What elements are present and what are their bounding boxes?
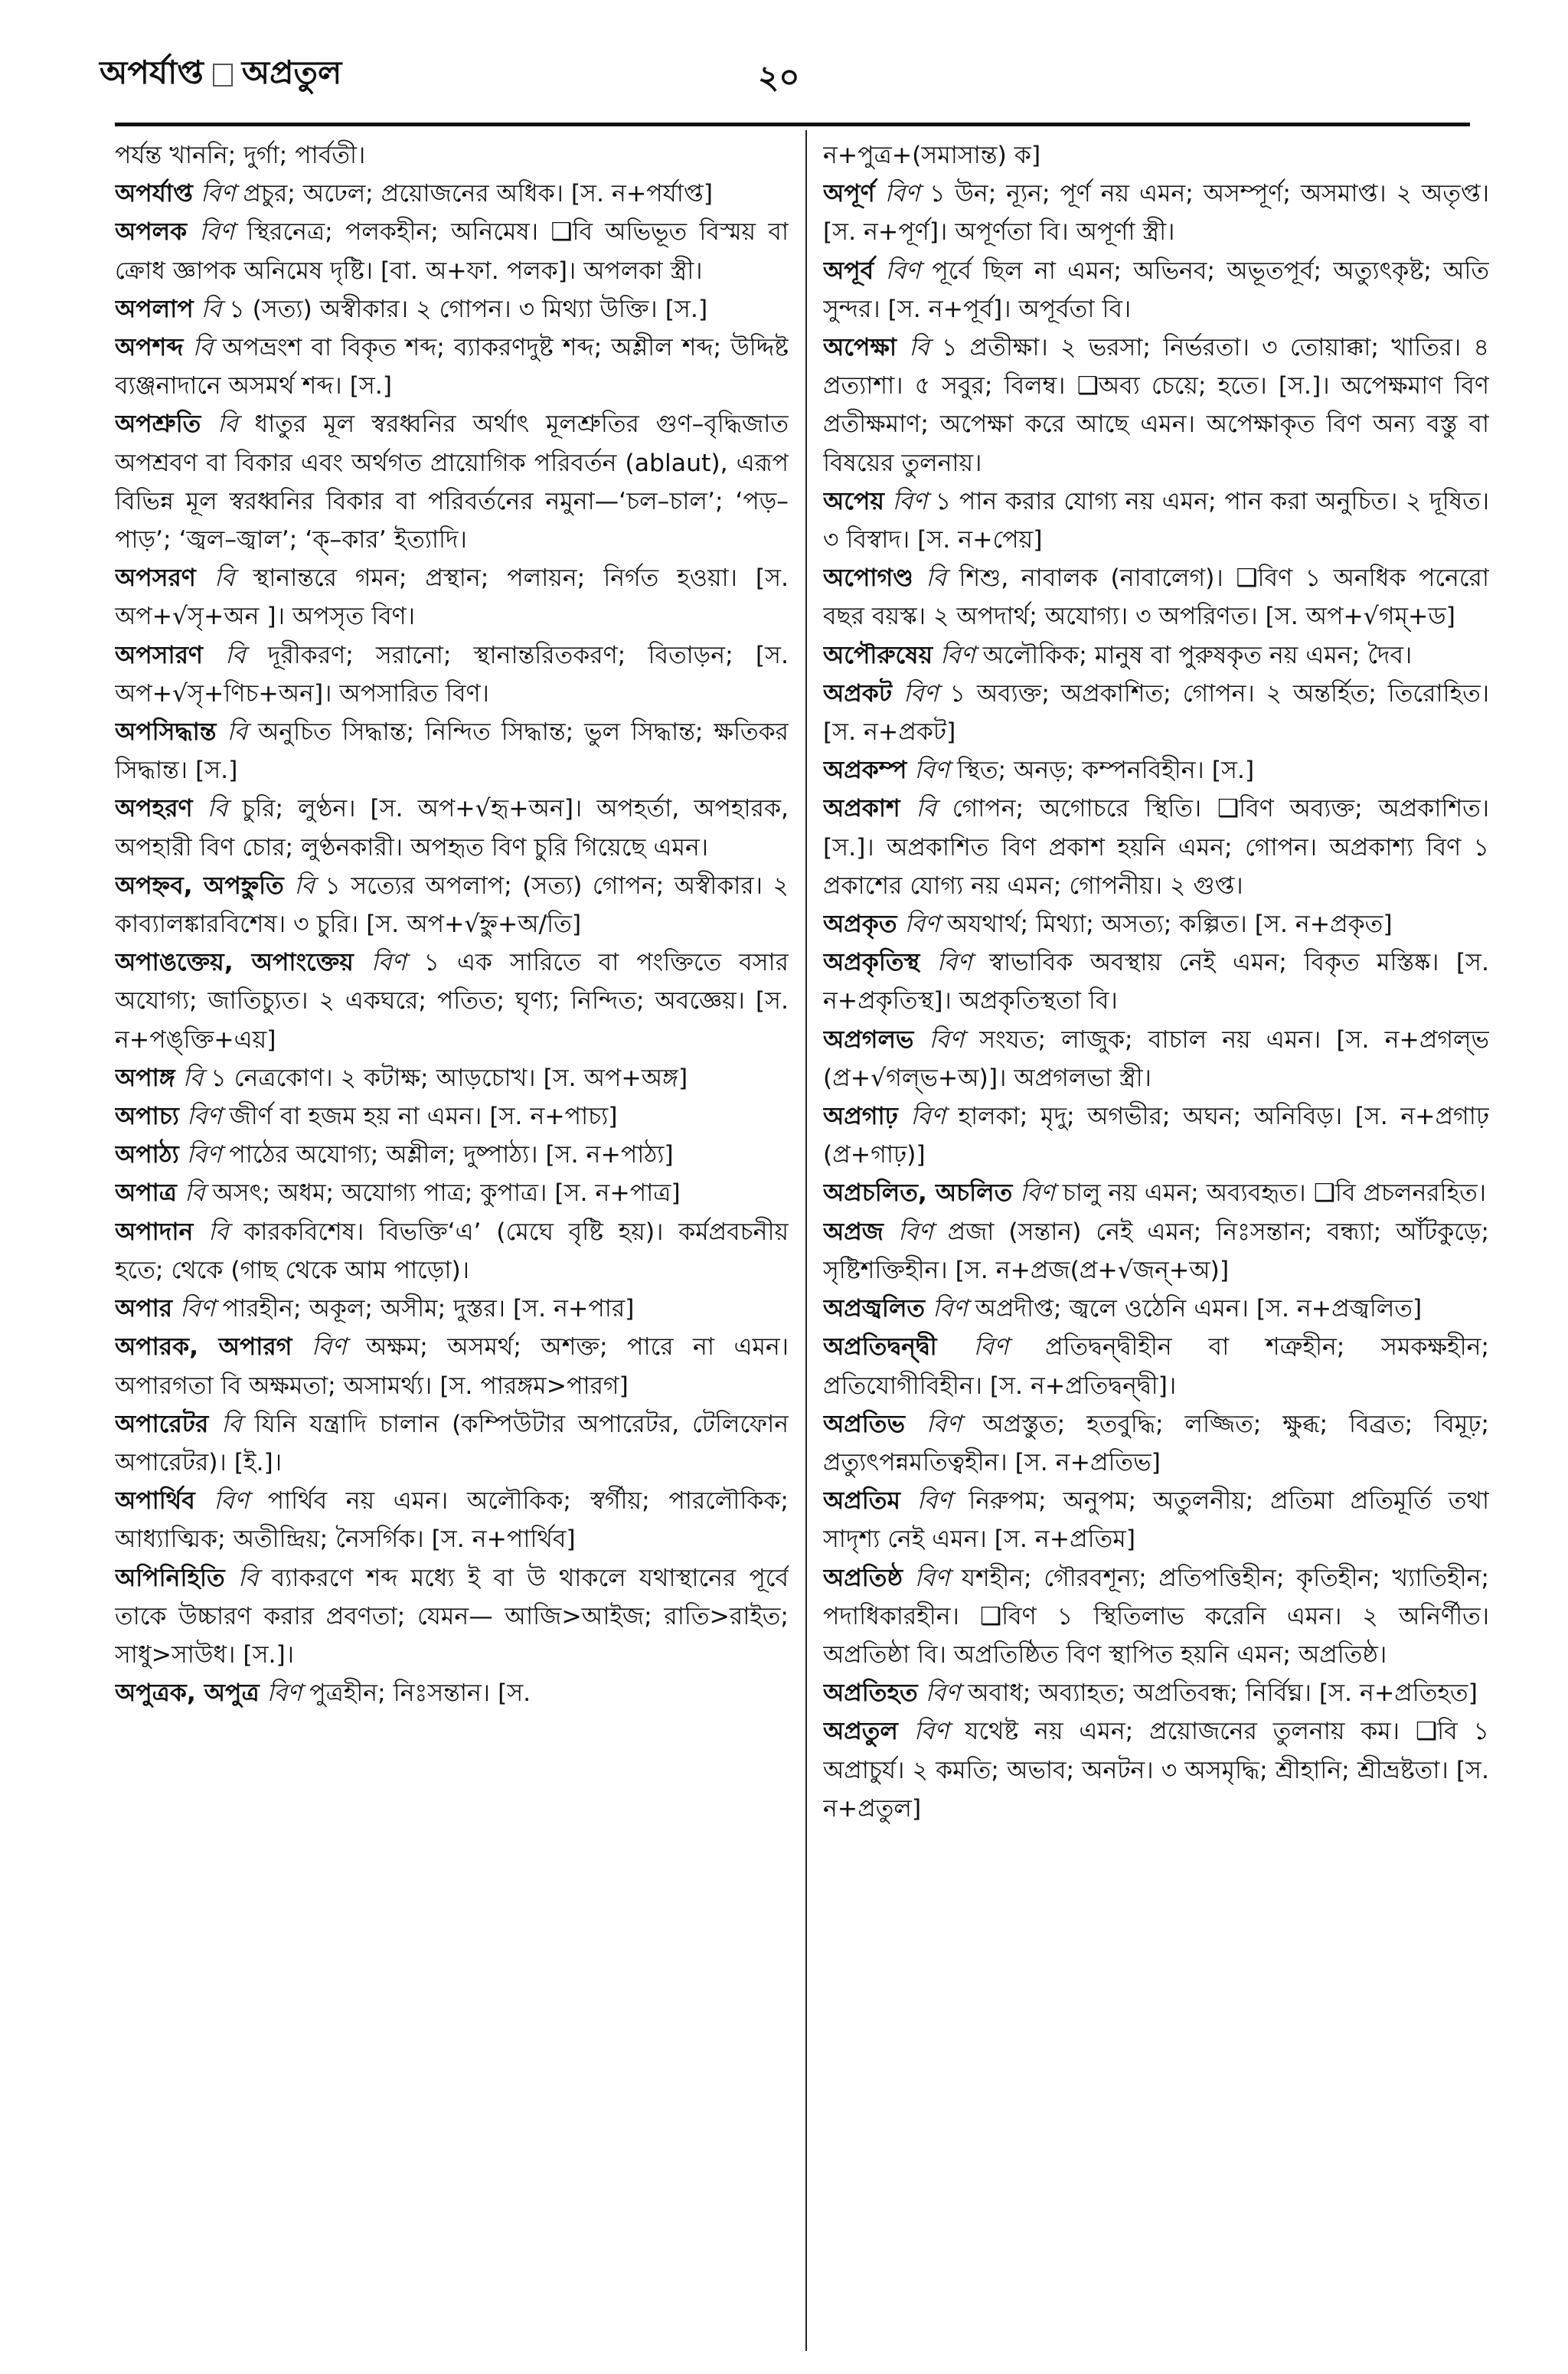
entry-definition: হালকা; মৃদু; অগভীর; অঘন; অনিবিড়। [স. ন+প্রগাঢ় (প্র+গাঢ়)] bbox=[823, 1103, 1489, 1169]
entry-part-of-speech: বিণ bbox=[199, 218, 235, 247]
entry-definition: অসৎ; অধম; অযোগ্য পাত্র; কুপাত্র। [স. ন+পাত্র] bbox=[212, 1179, 681, 1208]
dictionary-entry bbox=[115, 1290, 789, 1328]
entry-headword: অপুত্রক, অপুত্র bbox=[115, 1679, 260, 1708]
page-number: ২০ bbox=[758, 58, 800, 96]
dictionary-entry bbox=[823, 482, 1489, 559]
entry-headword: অপ্রজ্বলিত bbox=[823, 1295, 926, 1323]
left-column bbox=[115, 136, 789, 2353]
entry-definition: চালু নয় এমন; অব্যবহৃত। ❑বি প্রচলনরহিত। bbox=[1062, 1179, 1487, 1208]
entry-part-of-speech: বিণ bbox=[936, 949, 972, 977]
entry-headword: অপ্রতুল bbox=[823, 1718, 898, 1746]
dictionary-entry bbox=[823, 1213, 1489, 1290]
dictionary-entry bbox=[115, 1136, 789, 1174]
dictionary-entry bbox=[115, 1674, 789, 1712]
entry-headword: অপর্যাপ্ত bbox=[115, 180, 193, 208]
entry-part-of-speech: বিণ bbox=[925, 1679, 961, 1708]
dictionary-entry bbox=[115, 559, 789, 636]
guide-separator-box-icon bbox=[213, 64, 233, 87]
dictionary-entry bbox=[115, 1405, 789, 1482]
entry-part-of-speech: বিণ bbox=[186, 1141, 222, 1169]
dictionary-entry bbox=[115, 790, 789, 866]
entry-headword: অপ্রগলভ bbox=[823, 1025, 914, 1054]
entry-definition: যথেষ্ট নয় এমন; প্রয়োজনের তুলনায় কম। ❑বি ১ অপ্রাচুর্য। ২ কমতি; অভাব; অনটন। ৩ অসমৃদ্ধি; শ্রীহানি; শ্রীভ্রষ্টতা। [স. ন+প্রতুল] bbox=[823, 1718, 1489, 1823]
entry-headword: অপহরণ bbox=[115, 795, 193, 823]
entry-part-of-speech: বিণ bbox=[916, 1487, 952, 1516]
entry-part-of-speech: বিণ bbox=[933, 1295, 968, 1323]
dictionary-entry bbox=[115, 1328, 789, 1404]
entry-headword: অপশ্রুতি bbox=[115, 410, 201, 439]
entry-definition: প্রজা (সন্তান) নেই এমন; নিঃসন্তান; বন্ধ্যা; আঁটকুড়ে; সৃষ্টিশক্তিহীন। [স. ন+প্রজ(প্র+√জন্‌+অ)] bbox=[823, 1218, 1489, 1284]
entry-definition: ১ অব্যক্ত; অপ্রকাশিত; গোপন। ২ অন্তর্হিত; তিরোহিত। [স. ন+প্রকট] bbox=[823, 679, 1489, 747]
entry-definition: শিশু, নাবালক (নাবালেগ)। ❑বিণ ১ অনধিক পনেরো বছর বয়স্ক। ২ অপদার্থ; অযোগ্য। ৩ অপরিণত। [স. অপ+√গম্+ড] bbox=[823, 564, 1489, 631]
entry-headword: অপ্রতিহত bbox=[823, 1679, 918, 1708]
dictionary-entry bbox=[823, 790, 1489, 905]
entry-headword: অপ্রচলিত, অচলিত bbox=[823, 1179, 1013, 1208]
entry-headword: অপার bbox=[115, 1295, 173, 1323]
dictionary-entry bbox=[823, 1405, 1489, 1482]
entry-definition: অপ্রস্তুত; হতবুদ্ধি; লজ্জিত; ক্ষুব্ধ; বিব্রত; বিমূঢ়; প্রত্যুৎপন্নমতিত্বহীন। [স. ন+প্রতিভ] bbox=[823, 1410, 1489, 1476]
entry-definition: অলৌকিক; মানুষ বা পুরুষকৃত নয় এমন; দৈব। bbox=[982, 641, 1413, 669]
dictionary-entry bbox=[823, 1712, 1489, 1828]
entry-definition: ১ পান করার যোগ্য নয় এমন; পান করা অনুচিত। ২ দূষিত। ৩ বিস্বাদ। [স. ন+পেয়] bbox=[823, 487, 1489, 554]
entry-definition: ধাতুর মূল স্বরধ্বনির অর্থাৎ মূলশ্রুতির গুণ–বৃদ্ধিজাত অপশ্রবণ বা বিকার এবং অর্থগত প্রায়োগিক পরিবর্তন (ablaut), এরূপ বিভিন্ন মূল স্বরধ্বনির বিকার বা পরিবর্তনের নমুনা—‘চল–চাল’; ‘পড়–পাড়’; ‘জ্বল–জ্বাল’; ‘ক্–কার’ ইত্যাদি। bbox=[115, 410, 789, 554]
entry-headword: অপূর্ণ bbox=[823, 180, 875, 208]
entry-definition: যশহীন; গৌরবশূন্য; প্রতিপত্তিহীন; কৃতিহীন; খ্যাতিহীন; পদাধিকারহীন। ❑বিণ ১ স্থিতিলাভ করেনি এমন। ২ অনির্ণীত। অপ্রতিষ্ঠা বি। অপ্রতিষ্ঠিত বিণ স্থাপিত হয়নি এমন; অপ্রতিষ্ঠ। bbox=[823, 1564, 1489, 1669]
entry-part-of-speech: বিণ bbox=[903, 679, 939, 708]
dictionary-entry bbox=[823, 1559, 1489, 1675]
entry-part-of-speech: বিণ bbox=[914, 757, 949, 785]
dictionary-entry bbox=[823, 175, 1489, 251]
dictionary-entry bbox=[823, 1482, 1489, 1558]
entry-definition: অক্ষম; অসমর্থ; অশক্ত; পারে না এমন। অপারগতা বি অক্ষমতা; অসামর্থ্য। [স. পারঙ্গম>পারগ] bbox=[115, 1333, 789, 1400]
entry-definition: পর্যন্ত খাননি; দুর্গা; পার্বতী। bbox=[115, 142, 366, 169]
dictionary-entry bbox=[823, 1021, 1489, 1097]
entry-definition: নিরুপম; অনুপম; অতুলনীয়; প্রতিমা প্রতিমূর্তি তথা সাদৃশ্য নেই এমন। [স. ন+প্রতিম] bbox=[823, 1487, 1489, 1554]
dictionary-entry bbox=[115, 136, 789, 175]
entry-part-of-speech: বি bbox=[294, 871, 315, 900]
entry-part-of-speech: বিণ bbox=[892, 487, 928, 515]
entry-definition: ১ প্রতীক্ষা। ২ ভরসা; নির্ভরতা। ৩ তোয়াক্কা; খাতির। ৪ প্রত্যাশা। ৫ সবুর; বিলম্ব। ❑অব্য চেয়ে; হতে। [স.]। অপেক্ষমাণ বিণ প্রতীক্ষমাণ; অপেক্ষা করে আছে এমন। অপেক্ষাকৃত বিণ অন্য বস্তু বা বিষয়ের তুলনায়। bbox=[823, 334, 1489, 477]
dictionary-entry bbox=[115, 867, 789, 943]
dictionary-entry bbox=[115, 636, 789, 713]
entry-headword: অপ্রতিভ bbox=[823, 1410, 905, 1438]
entry-part-of-speech: বিণ bbox=[266, 1679, 302, 1708]
header-rule bbox=[115, 123, 1470, 126]
entry-headword: অপ্রজ bbox=[823, 1218, 884, 1246]
dictionary-entry bbox=[823, 751, 1489, 790]
dictionary-entry bbox=[115, 1097, 789, 1136]
entry-definition: পার্থিব নয় এমন। অলৌকিক; স্বর্গীয়; পারলৌকিক; আধ্যাত্মিক; অতীন্দ্রিয়; নৈসর্গিক। [স. ন+পার্থিব] bbox=[115, 1487, 789, 1554]
entry-headword: অপাদান bbox=[115, 1218, 194, 1246]
entry-headword: অপাঙক্তেয়, অপাংক্তেয় bbox=[115, 949, 354, 977]
entry-definition: অবাধ; অব্যাহত; অপ্রতিবন্ধ; নির্বিঘ্ন। [স. ন+প্রতিহত] bbox=[968, 1679, 1478, 1708]
entry-headword: অপেয় bbox=[823, 487, 884, 515]
dictionary-entry bbox=[823, 675, 1489, 751]
dictionary-entry bbox=[115, 713, 789, 790]
entry-part-of-speech: বি bbox=[217, 410, 238, 439]
entry-headword: অপলক bbox=[115, 218, 188, 247]
entry-definition: পারহীন; অকূল; অসীম; দুস্তর। [স. ন+পার] bbox=[222, 1295, 635, 1323]
dictionary-entry bbox=[823, 136, 1489, 175]
entry-definition: অপভ্রংশ বা বিকৃত শব্দ; ব্যাকরণদুষ্ট শব্দ; অশ্লীল শব্দ; উদ্দিষ্ট ব্যঞ্জনাদানে অসমর্থ শব্দ। [স.] bbox=[115, 334, 789, 401]
entry-part-of-speech: বি bbox=[221, 1410, 242, 1438]
entry-headword: অপ্রতিষ্ঠ bbox=[823, 1564, 903, 1592]
entry-headword: অপসারণ bbox=[115, 641, 203, 669]
dictionary-entry bbox=[823, 559, 1489, 636]
entry-part-of-speech: বি bbox=[237, 1564, 259, 1592]
entry-definition: জীর্ণ বা হজম হয় না এমন। [স. ন+পাচ্য] bbox=[229, 1103, 618, 1131]
entry-headword: অপার্থিব bbox=[115, 1487, 195, 1516]
entry-definition: ১ এক সারিতে বা পংক্তিতে বসার অযোগ্য; জাতিচ্যুত। ২ একঘরে; পতিত; ঘৃণ্য; নিন্দিত; অবজ্ঞেয়। [স. ন+পঙ্‌ক্তি+এয়] bbox=[115, 949, 789, 1054]
entry-definition: ১ সত্যের অপলাপ; (সত্য) গোপন; অস্বীকার। ২ কাব্যালঙ্কারবিশেষ। ৩ চুরি। [স. অপ+√হ্নু+অ/তি] bbox=[115, 871, 789, 939]
entry-headword: অপ্রতিম bbox=[823, 1487, 900, 1516]
dictionary-entry bbox=[115, 290, 789, 329]
entry-definition: সংযত; লাজুক; বাচাল নয় এমন। [স. ন+প্রগল্‌ভ (প্র+√গল্‌ভ+অ)]। অপ্রগলভা স্ত্রী। bbox=[823, 1025, 1489, 1092]
entry-part-of-speech: বি bbox=[909, 334, 929, 362]
dictionary-entry bbox=[823, 252, 1489, 329]
dictionary-entry bbox=[823, 1674, 1489, 1712]
dictionary-entry bbox=[115, 405, 789, 559]
entry-part-of-speech: বি bbox=[207, 795, 228, 823]
entry-part-of-speech: বি bbox=[182, 1064, 204, 1092]
entry-part-of-speech: বিণ bbox=[884, 180, 920, 208]
entry-definition: ন+পুত্র+(সমাসান্ত) ক] bbox=[823, 142, 1041, 169]
entry-headword: অপ্রতিদ্বন্দ্বী bbox=[823, 1333, 937, 1362]
dictionary-entry bbox=[823, 943, 1489, 1020]
entry-part-of-speech: বি bbox=[214, 564, 235, 593]
entry-definition: দূরীকরণ; সরানো; স্থানান্তরিতকরণ; বিতাড়ন; [স. অপ+√সৃ+ণিচ+অন]। অপসারিত বিণ। bbox=[115, 641, 789, 708]
entry-part-of-speech: বিণ bbox=[186, 1103, 222, 1131]
entry-part-of-speech: বিণ bbox=[897, 1218, 933, 1246]
entry-part-of-speech: বিণ bbox=[910, 1103, 946, 1131]
entry-definition: প্রচুর; অঢেল; প্রয়োজনের অধিক। [স. ন+পর্যাপ্ত] bbox=[243, 180, 714, 208]
entry-definition: স্থিরনেত্র; পলকহীন; অনিমেষ। ❑বি অভিভূত বিস্ময় বা ক্রোধ জ্ঞাপক অনিমেষ দৃষ্টি। [বা. অ+ফা. পলক]। অপলকা স্ত্রী। bbox=[115, 218, 789, 285]
dictionary-entry bbox=[115, 1482, 789, 1558]
entry-headword: অপশব্দ bbox=[115, 334, 184, 362]
entry-headword: অপারেটর bbox=[115, 1410, 209, 1438]
entry-part-of-speech: বিণ bbox=[913, 1718, 949, 1746]
entry-definition: ১ উন; ন্যূন; পূর্ণ নয় এমন; অসম্পূর্ণ; অসমাপ্ত। ২ অতৃপ্ত। [স. ন+পূর্ণ]। অপূর্ণতা বি। অপূর্ণা স্ত্রী। bbox=[823, 180, 1489, 247]
entry-definition: পাঠের অযোগ্য; অশ্লীল; দুষ্পাঠ্য। [স. ন+পাঠ্য] bbox=[229, 1141, 674, 1169]
right-column bbox=[823, 136, 1489, 2353]
entry-part-of-speech: বিণ bbox=[904, 911, 940, 939]
entry-part-of-speech: বিণ bbox=[371, 949, 407, 977]
entry-part-of-speech: বিণ bbox=[929, 1025, 965, 1054]
dictionary-entry bbox=[115, 1174, 789, 1212]
dictionary-entry bbox=[115, 175, 789, 213]
entry-headword: অপাঠ্য bbox=[115, 1141, 179, 1169]
entry-headword: অপ্রকৃতিস্থ bbox=[823, 949, 920, 977]
entry-part-of-speech: বি bbox=[916, 795, 936, 823]
entry-headword: অপোগণ্ড bbox=[823, 564, 913, 593]
entry-part-of-speech: বি bbox=[184, 1179, 205, 1208]
entry-definition: স্বাভাবিক অবস্থায় নেই এমন; বিকৃত মস্তিষ্ক। [স. ন+প্রকৃতিস্থ]। অপ্রকৃতিস্থতা বি। bbox=[823, 949, 1489, 1015]
entry-part-of-speech: বিণ bbox=[914, 1564, 950, 1592]
entry-definition: গোপন; অগোচরে স্থিতি। ❑বিণ অব্যক্ত; অপ্রকাশিত। [স.]। অপ্রকাশিত বিণ প্রকাশ হয়নি এমন; গোপন। অপ্রকাশ্য বিণ ১ প্রকাশের যোগ্য নয় এমন; গোপনীয়। ২ গুপ্ত। bbox=[823, 795, 1489, 900]
entry-definition: ব্যাকরণে শব্দ মধ্যে ই বা উ থাকলে যথাস্থানের পূর্বে তাকে উচ্চারণ করার প্রবণতা; যেমন— আজি>আইজ; রাতি>রাইত; সাধু>সাউধ। [স.]। bbox=[115, 1564, 789, 1669]
entry-part-of-speech: বিণ bbox=[940, 641, 975, 669]
entry-headword: অপূর্ব bbox=[823, 257, 874, 285]
column-divider bbox=[805, 130, 807, 2351]
entry-headword: অপ্রকাশ bbox=[823, 795, 900, 823]
entry-part-of-speech: বি bbox=[926, 564, 946, 593]
entry-part-of-speech: বিণ bbox=[311, 1333, 347, 1362]
dictionary-entry bbox=[115, 1059, 789, 1097]
entry-part-of-speech: বিণ bbox=[926, 1410, 962, 1438]
entry-headword: অপাত্র bbox=[115, 1179, 177, 1208]
entry-definition: স্থানান্তরে গমন; প্রস্থান; পলায়ন; নির্গত হওয়া। [স. অপ+√সৃ+অন ]। অপসৃত বিণ। bbox=[115, 564, 789, 631]
entry-definition: স্থিত; অনড়; কম্পনবিহীন। [স.] bbox=[956, 757, 1255, 785]
entry-part-of-speech: বিণ bbox=[180, 1295, 215, 1323]
entry-headword: অপহ্নব, অপহ্নুতি bbox=[115, 871, 284, 900]
entry-headword: অপারক, অপারগ bbox=[115, 1333, 292, 1362]
entry-part-of-speech: বি bbox=[208, 1218, 229, 1246]
entry-headword: অপৌরুষেয় bbox=[823, 641, 933, 669]
dictionary-entry bbox=[823, 905, 1489, 943]
entry-part-of-speech: বি bbox=[227, 718, 247, 747]
entry-part-of-speech: বিণ bbox=[973, 1333, 1009, 1362]
entry-definition: ১ নেত্রকোণ। ২ কটাক্ষ; আড়চোখ। [স. অপ+অঙ্গ] bbox=[211, 1064, 688, 1092]
dictionary-entry bbox=[823, 636, 1489, 675]
entry-definition: যিনি যন্ত্রাদি চালান (কম্পিউটার অপারেটর, টেলিফোন অপারেটর)। [ই.]। bbox=[115, 1410, 789, 1476]
entry-part-of-speech: বি bbox=[201, 295, 222, 323]
entry-headword: অপ্রকট bbox=[823, 679, 892, 708]
entry-definition: কারকবিশেষ। বিভক্তি‘এ’ (মেঘে বৃষ্টি হয়)। কর্মপ্রবচনীয় হতে; থেকে (গাছ থেকে আম পাড়ো)। bbox=[115, 1218, 789, 1284]
dictionary-entry bbox=[115, 329, 789, 405]
entry-headword: অপেক্ষা bbox=[823, 334, 897, 362]
entry-definition: অযথার্থ; মিথ্যা; অসত্য; কল্পিত। [স. ন+প্রকৃত] bbox=[947, 911, 1393, 939]
entry-definition: অনুচিত সিদ্ধান্ত; নিন্দিত সিদ্ধান্ত; ভুল সিদ্ধান্ত; ক্ষতিকর সিদ্ধান্ত। [স.] bbox=[115, 718, 789, 785]
entry-definition: ১ (সত্য) অস্বীকার। ২ গোপন। ৩ মিথ্যা উক্তি। [স.] bbox=[229, 295, 708, 323]
dictionary-entry bbox=[115, 1213, 789, 1290]
guide-words bbox=[100, 47, 341, 102]
entry-headword: অপলাপ bbox=[115, 295, 194, 323]
entry-headword: অপ্রকৃত bbox=[823, 911, 897, 939]
entry-headword: অপসিদ্ধান্ত bbox=[115, 718, 217, 747]
running-header bbox=[100, 47, 1478, 101]
dictionary-entry bbox=[115, 213, 789, 289]
dictionary-entry bbox=[823, 1290, 1489, 1328]
dictionary-entry bbox=[823, 1097, 1489, 1174]
entry-headword: অপিনিহিতি bbox=[115, 1564, 225, 1592]
entry-headword: অপাঙ্গ bbox=[115, 1064, 175, 1092]
dictionary-entry bbox=[823, 1174, 1489, 1212]
entry-part-of-speech: বিণ bbox=[885, 257, 921, 285]
entry-definition: পুত্রহীন; নিঃসন্তান। [স. bbox=[309, 1679, 531, 1708]
entry-definition: অপ্রদীপ্ত; জ্বলে ওঠেনি এমন। [স. ন+প্রজ্বলিত] bbox=[975, 1295, 1423, 1323]
entry-part-of-speech: বিণ bbox=[200, 180, 236, 208]
entry-part-of-speech: বিণ bbox=[1020, 1179, 1055, 1208]
dictionary-entry bbox=[823, 1328, 1489, 1404]
entry-headword: অপ্রকম্প bbox=[823, 757, 907, 785]
entry-headword: অপ্রগাঢ় bbox=[823, 1103, 898, 1131]
dictionary-entry bbox=[823, 329, 1489, 482]
entry-definition: প্রতিদ্বন্দ্বীহীন বা শত্রুহীন; সমকক্ষহীন; প্রতিযোগীবিহীন। [স. ন+প্রতিদ্বন্দ্বী]। bbox=[823, 1333, 1489, 1400]
guide-word-last: অপ্রতুল bbox=[241, 54, 342, 91]
dictionary-entry bbox=[115, 943, 789, 1059]
entry-part-of-speech: বি bbox=[225, 641, 246, 669]
entry-headword: অপাচ্য bbox=[115, 1103, 179, 1131]
dictionary-entry bbox=[115, 1559, 789, 1675]
entry-headword: অপসরণ bbox=[115, 564, 196, 593]
entry-definition: পূর্বে ছিল না এমন; অভিনব; অভূতপূর্ব; অত্যুৎকৃষ্ট; অতি সুন্দর। [স. ন+পূর্ব]। অপূর্বতা বি। bbox=[823, 257, 1489, 323]
entry-definition: চুরি; লুণ্ঠন। [স. অপ+√হৃ+অন]। অপহর্তা, অপহারক, অপহারী বিণ চোর; লুণ্ঠনকারী। অপহৃত বিণ চুরি গিয়েছে এমন। bbox=[115, 795, 789, 862]
guide-word-first: অপর্যাপ্ত bbox=[100, 54, 204, 91]
entry-part-of-speech: বিণ bbox=[214, 1487, 249, 1516]
entry-part-of-speech: বি bbox=[192, 334, 214, 362]
